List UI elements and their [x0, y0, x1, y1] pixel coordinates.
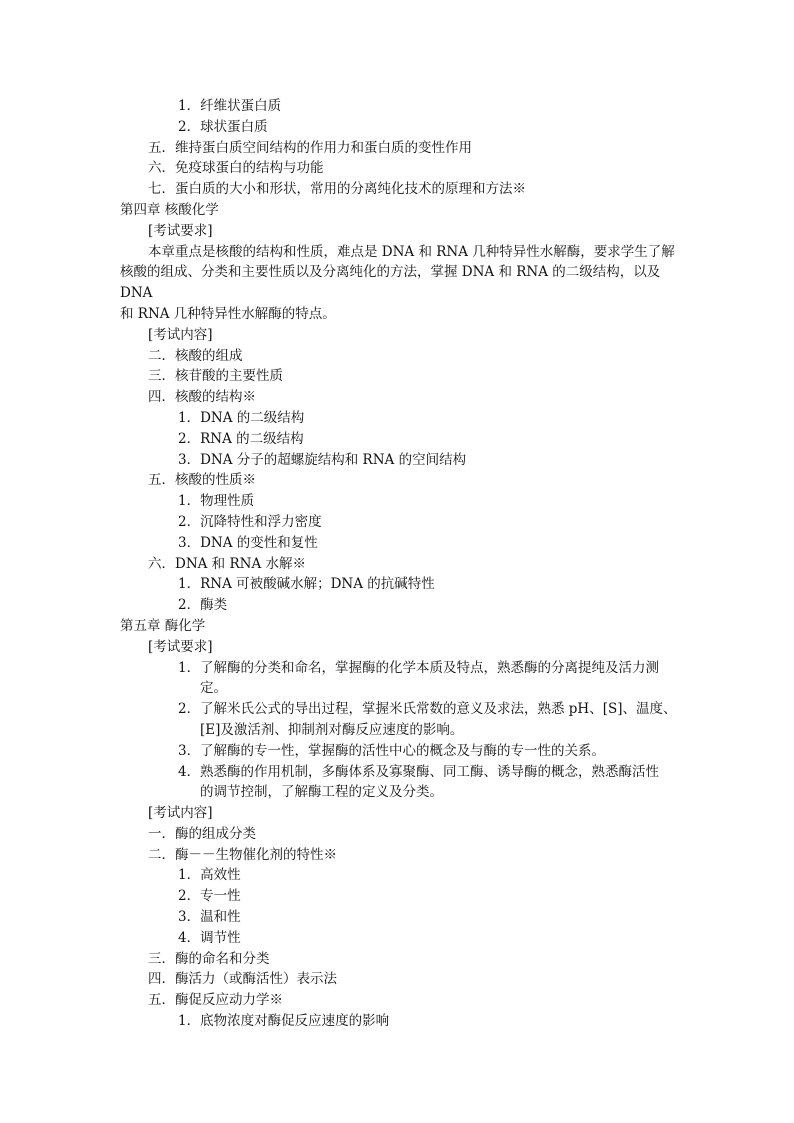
text-line: 二．核酸的组成 [148, 347, 243, 364]
item-number: 1． [178, 659, 201, 676]
requirement-item [0, 699, 678, 741]
item-number: 2． [178, 701, 201, 718]
section-label: [考试内容] [148, 326, 213, 343]
text-line: 3．DNA 分子的超螺旋结构和 RNA 的空间结构 [178, 451, 467, 468]
paragraph-line: 本章重点是核酸的结构和性质，难点是 DNA 和 RNA 几种特异性水解酶，要求学生了解 [148, 243, 675, 260]
text-line: 3．DNA 的变性和复性 [178, 534, 318, 551]
text-line: 一．酶的组成分类 [148, 825, 256, 842]
item-text: [E]及激活剂、抑制剂对酶反应速度的影响。 [200, 721, 464, 738]
text-line: 2．RNA 的二级结构 [178, 430, 304, 447]
text-line: 六．DNA 和 RNA 水解※ [148, 555, 306, 572]
paragraph-line: 核酸的组成、分类和主要性质以及分离纯化的方法，掌握 DNA 和 RNA 的二级结构，以及 DNA [120, 264, 661, 302]
text-line: 1．DNA 的二级结构 [178, 409, 305, 426]
item-number: 3． [178, 742, 201, 759]
item-text: 了解米氏公式的导出过程，掌握米氏常数的意义及求法，熟悉 pH、[S]、温度、 [200, 701, 677, 718]
item-text: 了解酶的分类和命名，掌握酶的化学本质及特点，熟悉酶的分离提纯及活力测 [200, 659, 659, 676]
text-line: 2．沉降特性和浮力密度 [178, 513, 322, 530]
item-text: 的调节控制，了解酶工程的定义及分类。 [200, 784, 443, 801]
text-line: 二．酶－－生物催化剂的特性※ [148, 846, 337, 863]
item-text: 了解酶的专一性，掌握酶的活性中心的概念及与酶的专一性的关系。 [200, 742, 605, 759]
text-line: 三．酶的命名和分类 [148, 950, 270, 967]
section-label: [考试内容] [148, 805, 213, 822]
text-line: 四．酶活力（或酶活性）表示法 [148, 971, 337, 988]
text-line: 三．核苷酸的主要性质 [148, 368, 283, 385]
item-text: 熟悉酶的作用机制，多酶体系及寡聚酶、同工酶、诱导酶的概念，熟悉酶活性 [200, 763, 659, 780]
requirement-paragraph [0, 242, 678, 325]
paragraph-line: 和 RNA 几种特异性水解酶的特点。 [120, 305, 336, 322]
text-line: 4．调节性 [178, 929, 241, 946]
requirement-item [0, 762, 678, 804]
text-line: 3．温和性 [178, 909, 241, 926]
text-line: 2．球状蛋白质 [178, 118, 268, 135]
section-label: [考试要求] [148, 638, 213, 655]
requirement-item [0, 658, 678, 700]
text-line: 2．专一性 [178, 888, 241, 905]
text-line: 七．蛋白质的大小和形状，常用的分离纯化技术的原理和方法※ [148, 181, 526, 198]
chapter-heading: 第四章 核酸化学 [120, 201, 219, 218]
text-line: 2．酶类 [178, 597, 228, 614]
requirement-item [0, 741, 678, 762]
text-line: 1．RNA 可被酸碱水解；DNA 的抗碱特性 [178, 576, 435, 593]
chapter-heading: 第五章 酶化学 [120, 617, 206, 634]
text-line: 六．免疫球蛋白的结构与功能 [148, 160, 324, 177]
text-line: 1．物理性质 [178, 493, 255, 510]
item-number: 4． [178, 763, 201, 780]
item-text: 定。 [200, 680, 227, 697]
text-line: 1．高效性 [178, 867, 241, 884]
text-line: 四．核酸的结构※ [148, 389, 256, 406]
document-page [0, 96, 794, 1032]
text-line: 五．核酸的性质※ [148, 472, 256, 489]
text-line: 1．底物浓度对酶促反应速度的影响 [178, 1013, 390, 1030]
section-label: [考试要求] [148, 222, 213, 239]
text-line: 五．维持蛋白质空间结构的作用力和蛋白质的变性作用 [148, 139, 472, 156]
text-line: 1．纤维状蛋白质 [178, 98, 282, 114]
text-line: 五．酶促反应动力学※ [148, 992, 283, 1009]
